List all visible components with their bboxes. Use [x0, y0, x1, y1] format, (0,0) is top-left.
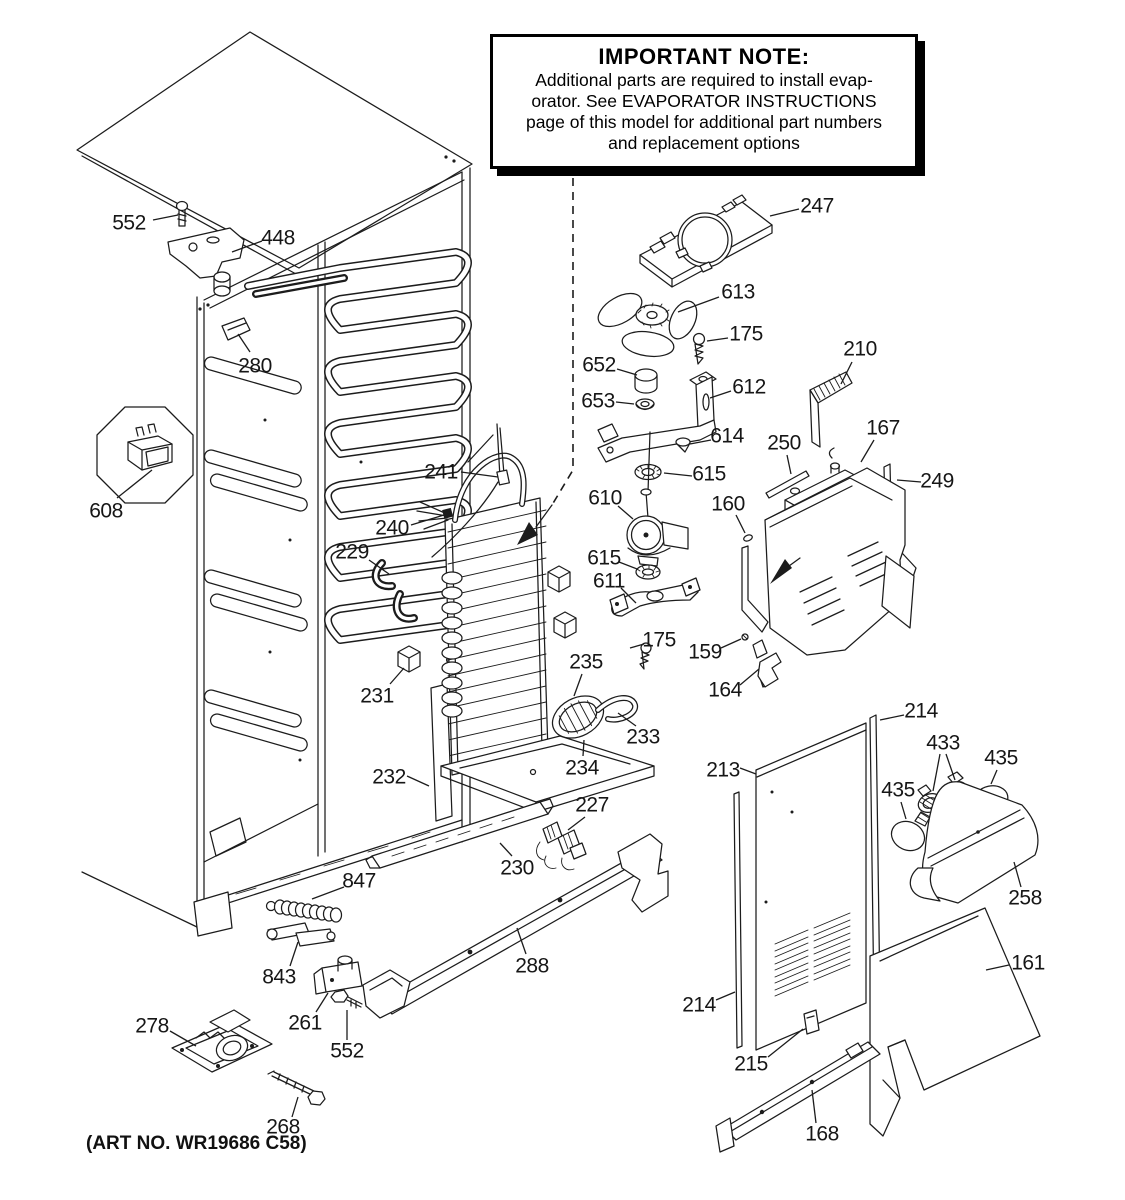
bolt-552-lower: [331, 990, 362, 1008]
part-number: 229: [335, 540, 369, 564]
part-number: 240: [375, 516, 409, 540]
part-number: 247: [800, 194, 834, 218]
ring-615-lower: [636, 565, 660, 579]
leader-line: [316, 993, 328, 1012]
part-number: 250: [767, 431, 801, 455]
part-number: 210: [843, 337, 877, 361]
part-label-214: [880, 700, 939, 723]
part-label-213: [706, 759, 756, 782]
ribbed-bracket-210: [810, 372, 852, 447]
part-number: 843: [262, 965, 296, 989]
part-label-249: [897, 470, 954, 493]
part-label-552: [112, 212, 178, 235]
part-number: 160: [711, 492, 745, 516]
tube-clip-233: [598, 698, 635, 720]
part-number: 233: [626, 725, 660, 749]
part-number: 168: [805, 1122, 839, 1146]
part-label-159: [688, 639, 741, 664]
part-label-167: [861, 417, 900, 463]
leader-line: [461, 472, 498, 477]
part-number: 611: [593, 569, 625, 593]
leader-line: [880, 715, 904, 720]
leader-line: [933, 754, 940, 791]
leader-line: [290, 942, 298, 966]
part-number: 213: [706, 758, 740, 782]
bracket-261: [314, 956, 362, 994]
important-note-box: [490, 34, 918, 169]
part-number: 258: [1008, 886, 1042, 910]
part-label-847: [312, 870, 376, 900]
fan-motor-610: [627, 432, 688, 566]
part-number: 234: [565, 756, 599, 780]
part-number: 167: [866, 416, 900, 440]
part-label-235: [569, 651, 603, 697]
part-label-278: [135, 1015, 196, 1047]
leader-line: [716, 992, 735, 1000]
part-label-615: [664, 463, 726, 486]
part-label-214: [682, 992, 735, 1017]
part-number: 261: [288, 1011, 322, 1035]
part-number: 552: [330, 1039, 364, 1063]
part-number: 612: [732, 375, 766, 399]
part-number: 175: [729, 322, 763, 346]
part-label-230: [500, 843, 534, 880]
part-number: 435: [984, 746, 1018, 770]
leader-line: [770, 209, 799, 216]
part-number: 215: [734, 1052, 768, 1076]
part-number: 278: [135, 1014, 169, 1038]
leader-line: [901, 802, 906, 819]
part-number: 552: [112, 211, 146, 235]
part-number: 433: [926, 731, 960, 755]
part-label-610: [588, 487, 633, 520]
part-label-552: [330, 1010, 364, 1063]
part-label-233: [618, 713, 660, 749]
leader-line: [861, 440, 874, 462]
leader-line: [740, 768, 756, 774]
part-number: 448: [261, 226, 295, 250]
part-label-280: [238, 334, 272, 378]
part-label-229: [335, 541, 389, 575]
note-line: and replacement options: [608, 133, 800, 153]
leader-line: [616, 402, 634, 404]
note-line: Additional parts are required to install evap-: [535, 70, 873, 90]
part-number: 214: [682, 993, 716, 1017]
leader-line: [312, 887, 344, 899]
part-label-843: [262, 942, 298, 989]
part-number: 268: [266, 1115, 300, 1139]
bulb-435-left: [887, 812, 930, 856]
leader-line: [812, 1090, 816, 1123]
leader-line: [617, 369, 637, 375]
part-label-261: [288, 993, 328, 1035]
part-number: 435: [881, 778, 915, 802]
part-number: 615: [587, 546, 621, 570]
part-label-231: [360, 668, 404, 708]
leader-line: [153, 215, 178, 220]
part-number: 608: [89, 499, 123, 523]
spring-847: [267, 900, 342, 922]
part-label-613: [678, 281, 755, 313]
part-label-175: [707, 323, 763, 346]
note-line: orator. See EVAPORATOR INSTRUCTIONS: [531, 91, 877, 111]
housing-assembly: [742, 468, 914, 687]
part-label-435: [984, 747, 1018, 785]
part-number: 164: [708, 678, 742, 702]
leader-line: [500, 843, 512, 856]
part-number: 280: [238, 354, 272, 378]
part-label-160: [711, 493, 745, 534]
part-number: 615: [692, 462, 726, 486]
fan-shroud-247: [640, 195, 772, 287]
part-label-232: [372, 766, 429, 789]
part-label-227: [568, 794, 609, 831]
part-number: 230: [500, 856, 534, 880]
part-number: 231: [360, 684, 394, 708]
part-label-652: [582, 354, 637, 377]
bracket-164: [758, 653, 781, 687]
nut-653: [636, 399, 654, 410]
part-label-168: [805, 1090, 839, 1146]
leader-line: [707, 338, 728, 341]
part-number: 241: [424, 460, 458, 484]
part-number: 232: [372, 765, 406, 789]
part-number: 159: [688, 640, 722, 664]
part-number: 653: [581, 389, 615, 413]
note-line: page of this model for additional part numbers: [525, 112, 883, 132]
art-number: (ART NO. WR19686 C58): [86, 1133, 307, 1154]
leader-line: [568, 817, 585, 830]
cap-652: [635, 369, 657, 393]
part-label-250: [767, 432, 801, 475]
note-title: IMPORTANT NOTE:: [598, 44, 810, 69]
screw-159: [742, 634, 748, 640]
leader-line: [238, 334, 250, 352]
part-number: 249: [920, 469, 954, 493]
panel-213: [756, 723, 866, 1050]
leader-line: [619, 562, 637, 569]
leader-line: [740, 669, 759, 685]
part-label-612: [710, 376, 766, 399]
part-label-653: [581, 390, 634, 413]
leader-line: [407, 776, 429, 786]
leader-line: [292, 1097, 298, 1117]
leader-line: [736, 515, 745, 533]
leader-line: [991, 770, 997, 784]
leader-line: [390, 668, 404, 684]
part-number: 288: [515, 954, 549, 978]
part-label-175: [630, 629, 676, 652]
harness-227: [537, 822, 586, 870]
leader-line: [664, 473, 692, 476]
part-label-615: [587, 547, 637, 570]
leader-line: [574, 674, 582, 696]
cover-161: [870, 908, 1040, 1136]
part-number: 227: [575, 793, 609, 817]
shelf-rails: [203, 355, 309, 752]
clip-280: [222, 318, 250, 340]
part-number: 652: [582, 353, 616, 377]
leader-line: [721, 639, 741, 648]
part-number: 235: [569, 650, 603, 674]
part-number: 161: [1011, 951, 1045, 975]
switch-608-detail: [97, 407, 193, 503]
screw-175-upper: [694, 334, 705, 365]
part-number: 214: [904, 699, 938, 723]
part-label-164: [708, 669, 759, 702]
leader-line: [787, 455, 791, 474]
clip-614: [676, 438, 690, 452]
part-number: 613: [721, 280, 755, 304]
fan-blade-613: [593, 287, 703, 360]
strip-214-left: [734, 792, 742, 1048]
part-label-247: [770, 195, 834, 218]
clip-215: [804, 1010, 819, 1034]
part-number: 610: [588, 486, 622, 510]
part-label-435: [881, 779, 915, 820]
part-number: 614: [710, 424, 744, 448]
leader-line: [897, 480, 921, 482]
lever-843: [267, 923, 335, 946]
clip-160: [743, 534, 753, 543]
part-number: 175: [642, 628, 676, 652]
part-number: 847: [342, 869, 376, 893]
